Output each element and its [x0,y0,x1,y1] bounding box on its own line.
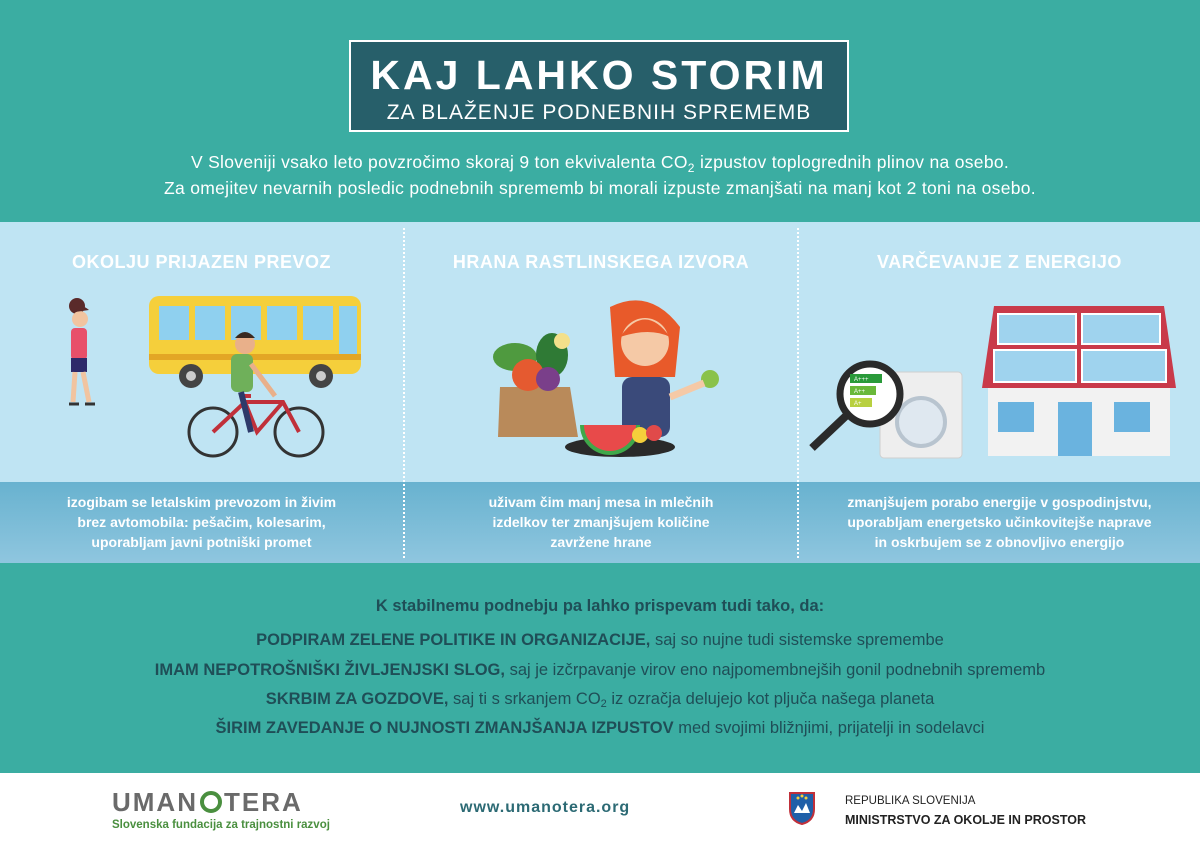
page-subtitle: ZA BLAŽENJE PODNEBNIH SPREMEMB [386,101,812,124]
action-item-text: saj je izčrpavanje virov eno najpomembnejših gonil podnebnih sprememb [504,661,1046,679]
logo-text-b: TERA [224,787,303,817]
energy-class-a1-label: A+ [854,401,862,407]
logo-tagline: Slovenska fundacija za trajnostni razvoj [112,819,330,831]
text-energy-line: in oskrbujem se z obnovljivo energijo [874,534,1125,550]
text-energy-line: uporabljam energetsko učinkovitejše naprave [847,514,1152,530]
text-food [405,492,797,552]
footer [0,773,1200,846]
intro-line-2: Za omejitev nevarnih posledic podnebnih sprememb bi morali izpuste zmanjšati na manj kot 2 toni na osebo. [164,178,1036,198]
energy-class-a2-label: A++ [854,389,866,395]
action-item-bold: SKRBIM ZA GOZDOVE, [265,690,449,708]
action-item [0,690,1200,710]
action-item-text: med svojimi bližnjimi, prijatelji in sodelavci [673,719,985,737]
title-box [349,40,849,132]
text-energy-line: zmanjšujem porabo energije v gospodinjstvu, [847,494,1152,510]
intro-text-a: V Sloveniji vsako leto povzročimo skoraj 9 ton ekvivalenta CO [190,152,688,172]
logo-o-icon [200,791,222,813]
house-solar-panels-icon [982,306,1176,456]
text-food-line: uživam čim manj mesa in mlečnih [488,494,714,510]
heading-food: HRANA RASTLINSKEGA IZVORA [452,252,750,272]
text-transport-line: uporabljam javni potniški promet [91,534,312,550]
intro-subscript: 2 [687,161,695,175]
text-transport-line: izogibam se letalskim prevozom in živim [66,494,337,510]
text-transport-line: brez avtomobila: pešačim, kolesarim, [77,514,326,530]
action-item-text: saj so nujne tudi sistemske spremembe [650,631,944,649]
ministry-label: MINISTRSTVO ZA OKOLJE IN PROSTOR [845,813,1086,827]
action-item [0,631,1200,650]
text-food-line: izdelkov ter zmanjšujem količine [492,514,710,530]
text-energy [799,492,1200,552]
logo-text-a: UMAN [112,787,198,817]
walking-woman-icon [69,298,95,404]
action-item [0,661,1200,680]
website-link[interactable]: www.umanotera.org [460,799,631,816]
additional-actions-section [0,563,1200,773]
actions-section [0,222,1200,563]
action-item [0,719,1200,738]
food-illustration [470,297,740,467]
vegetable-bag-icon [493,333,578,437]
text-food-line: zavržene hrane [550,534,652,550]
action-item-text: iz ozračja delujejo kot pljuča našega planeta [606,690,935,708]
slovenia-coat-of-arms-icon [788,791,816,825]
fruit-plate-icon [565,425,675,457]
republic-label: REPUBLIKA SLOVENIJA [845,795,976,807]
red-haired-woman-icon [610,300,719,437]
action-item-bold: ŠIRIM ZAVEDANJE O NUJNOSTI ZMANJŠANJA IZPUSTOV [215,719,674,737]
energy-class-a3-label: A+++ [854,377,869,383]
heading-transport: OKOLJU PRIJAZEN PREVOZ [71,252,332,272]
action-item-bold: IMAM NEPOTROŠNIŠKI ŽIVLJENJSKI SLOG, [154,661,505,679]
heading-energy: VARČEVANJE Z ENERGIJO [877,252,1122,272]
page-title: KAJ LAHKO STORIM [370,52,828,98]
action-item-subscript: 2 [600,698,607,710]
intro-line-1 [0,152,1200,175]
header-section [0,0,1200,222]
action-item-text: saj ti s srkanjem CO [448,690,601,708]
text-transport [0,492,403,552]
bus-icon [149,296,361,388]
energy-illustration [808,302,1180,462]
action-item-bold: PODPIRAM ZELENE POLITIKE IN ORGANIZACIJE, [256,631,651,649]
umanotera-logo [112,787,303,818]
transport-illustration [55,292,375,467]
intro-text-b: izpustov toplogrednih plinov na osebo. [694,152,1010,172]
additional-intro: K stabilnemu podnebju pa lahko prispevam tudi tako, da: [375,597,825,615]
